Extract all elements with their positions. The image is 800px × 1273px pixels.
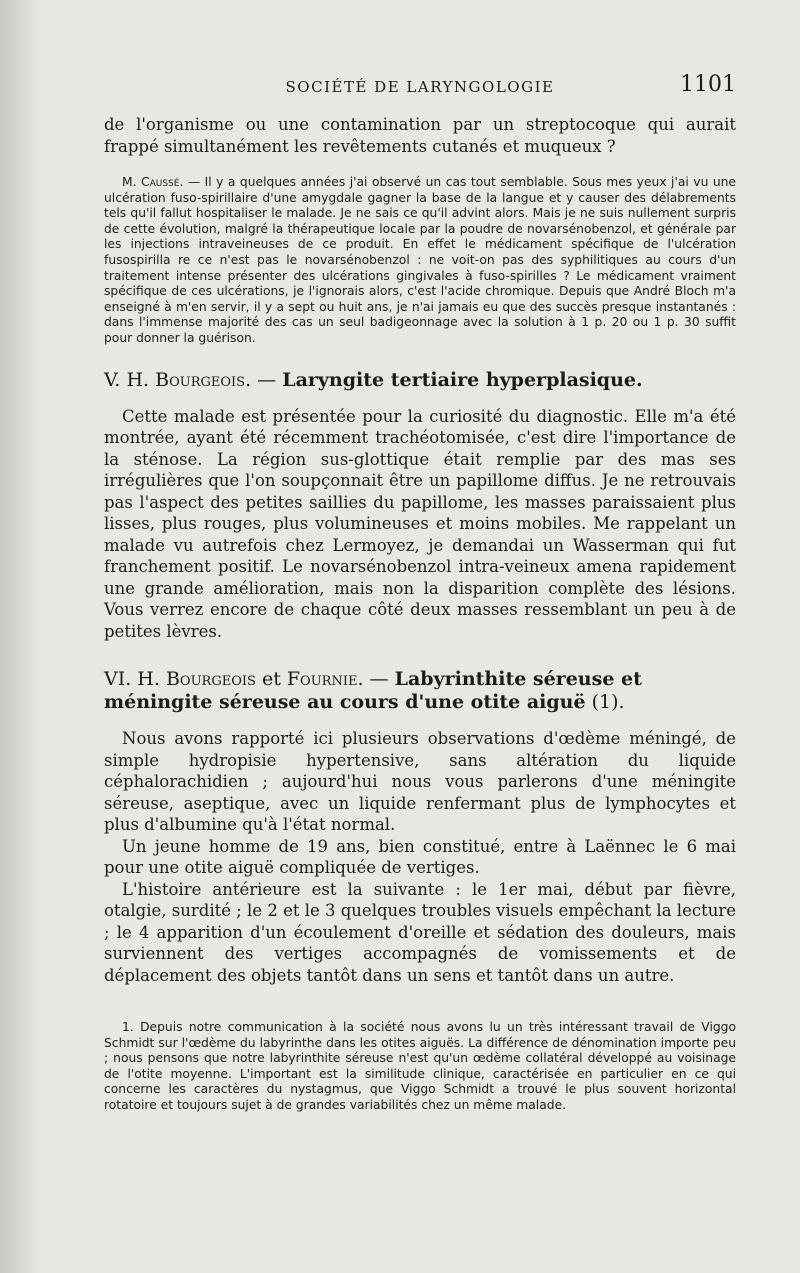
section-title: Labyrinthite séreuse et méningite séreuse au cours d'une otite aiguë xyxy=(104,668,642,714)
discussion-paragraph xyxy=(104,175,736,347)
section-author: Bourgeois xyxy=(165,668,256,691)
section-separator: . — xyxy=(245,368,283,391)
discussion-speaker: M. Caussé. xyxy=(122,175,184,189)
running-head xyxy=(104,70,736,106)
section-heading-v xyxy=(104,369,736,392)
footnote-reference: (1). xyxy=(585,691,625,714)
section-author: Fournie xyxy=(286,668,358,691)
section-title: Laryngite tertiaire hyperplasique. xyxy=(282,368,643,391)
journal-page xyxy=(104,70,736,1114)
section-author: Bourgeois xyxy=(155,368,246,391)
section-conjunction: et xyxy=(255,668,287,691)
running-title: SOCIÉTÉ DE LARYNGOLOGIE xyxy=(285,78,555,96)
continuation-paragraph: de l'organisme ou une contamination par un streptocoque qui aurait frappé simultanément les revêtements cutanés et muqueux ? xyxy=(104,115,736,156)
page-number: 1101 xyxy=(680,72,736,97)
section-vi-paragraph: L'histoire antérieure est la suivante : le 1er mai, début par fièvre, otalgie, surdité ; le 2 et le 3 quelques troubles visuels empêchant la lecture ; le 4 apparition d'un écoulement d'oreille et sédation des douleurs, mais surviennent des vertiges accompagnés de vomissements et de déplacement des objets tantôt dans un sens et tantôt dans un autre. xyxy=(104,879,736,985)
footnote: 1. Depuis notre communication à la société nous avons lu un très intéressant travail de Viggo Schmidt sur l'œdème du labyrinthe dans les otites aiguës. La différence de dénomination importe peu ; nous pensons que notre labyrinthite séreuse n'est qu'un œdème collatéral développé au voisinage de l'otite moyenne. L'important est la similitude clinique, caractérisée en particulier en ce qui concerne les caractères du nystagmus, que Viggo Schmidt a trouvé le plus souvent horizontal rotatoire et toujours sujet à de grandes variabilités chez un même malade. xyxy=(104,1020,736,1112)
section-vi-paragraph: Nous avons rapporté ici plusieurs observations d'œdème méningé, de simple hydropisie hypertensive, sans altération du liquide céphalorachidien ; aujourd'hui nous vous parlerons d'une méningite séreuse, aseptique, avec un liquide renfermant plus de lymphocytes et plus d'albumine qu'à l'état normal. xyxy=(104,729,736,835)
section-number: V. H. xyxy=(104,368,156,391)
page-edge-shadow xyxy=(0,0,40,1273)
discussion-text: — Il y a quelques années j'ai observé un cas tout semblable. Sous mes yeux j'ai vu une ulcération fuso-spirillaire d'une amygdale gagner la base de la langue et y causer des délabrements tels qu'il fallut hospitaliser le malade. Je ne sais ce qu'il advint alors. Mais je ne suis nullement surpris de cette évolution, malgré la thérapeutique locale par la poudre de novarsénobenzol, et générale par les injections intraveineuses de ce produit. En effet le médicament spécifique de l'ulcération fusospirilla re ce n'est pas le novarsénobenzol : ne voit-on pas des syphilitiques au cours d'un traitement intense présenter des ulcérations gingivales à fuso-spirilles ? Le médicament vraiment spécifique de ces ulcérations, je l'ignorais alors, c'est l'acide chromique. Depuis que André Bloch m'a enseigné à m'en servir, il y a sept ou huit ans, je n'ai jamais eu que des succès presque instantanés : dans l'immense majorité des cas un seul badigeonnage avec la solution à 1 p. 20 ou 1 p. 30 suffit pour donner la guérison. xyxy=(104,175,737,345)
section-heading-vi xyxy=(104,668,736,714)
section-vi-paragraph: Un jeune homme de 19 ans, bien constitué, entre à Laënnec le 6 mai pour une otite aiguë compliquée de vertiges. xyxy=(104,836,736,878)
section-separator: . — xyxy=(357,668,395,691)
section-v-paragraph: Cette malade est présentée pour la curiosité du diagnostic. Elle m'a été montrée, ayant été récemment trachéotomisée, c'est dire l'importance de la sténose. La région sus-glottique était remplie par des mas ses irrégulières que l'on soupçonnait être un papillome diffus. Je ne retrouvais pas l'aspect des petites saillies du papillome, les masses paraissaient plus lisses, plus rouges, plus volumineuses et moins mobiles. Me rappelant un malade vu autrefois chez Lermoyez, je demandai un Wasserman qui fut franchement positif. Le novarsénobenzol intra-veineux amena rapidement une grande amélioration, mais non la disparition complète des lésions. Vous verrez encore de chaque côté deux masses ressemblant un peu à de petites lèvres. xyxy=(104,406,736,641)
section-number: VI. H. xyxy=(104,668,166,691)
